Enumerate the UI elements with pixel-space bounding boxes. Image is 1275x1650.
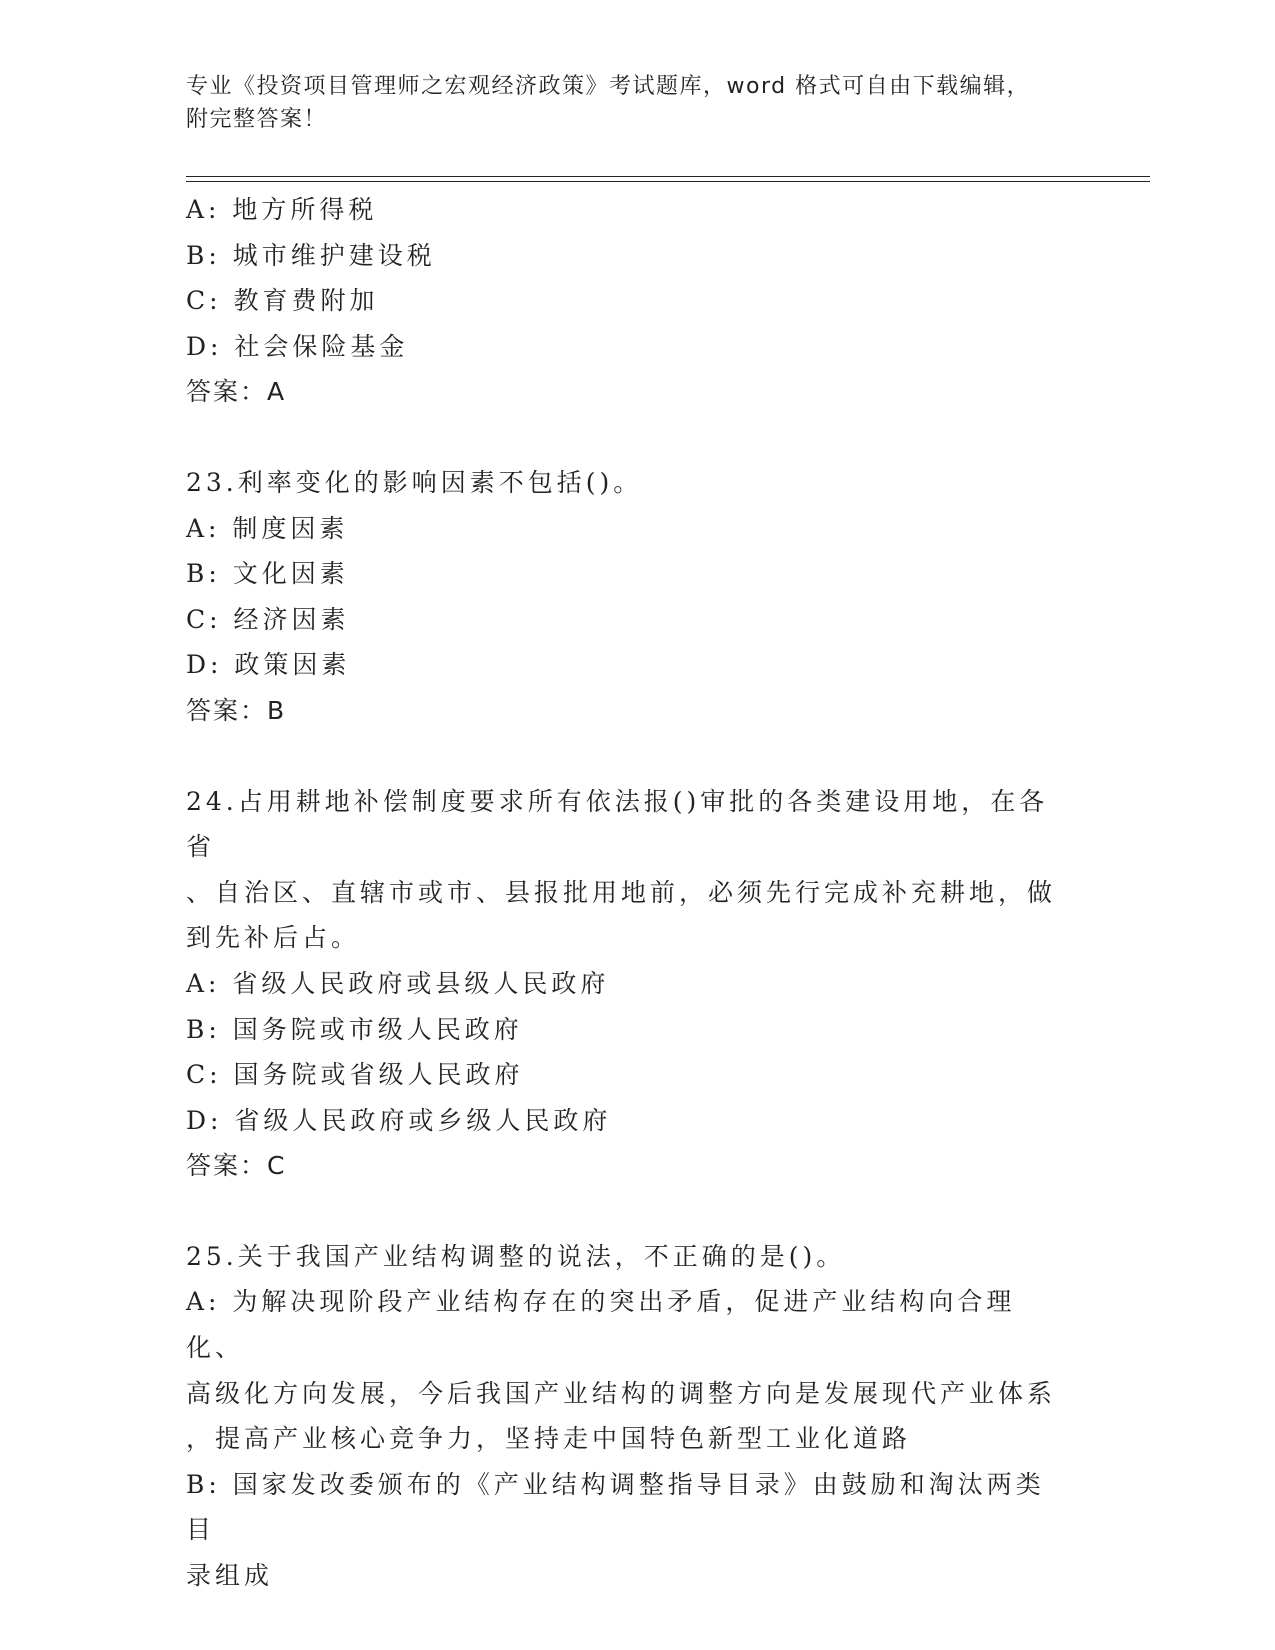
option-d: D: 社会保险基金	[186, 331, 409, 361]
option-d: D: 政策因素	[186, 650, 351, 680]
option-a-line-3: ，提高产业核心竞争力，坚持走中国特色新型工业化道路	[186, 1424, 912, 1454]
question-25	[186, 1234, 1066, 1599]
header-divider-bottom	[186, 181, 1150, 182]
answer: 答案：A	[186, 377, 287, 407]
question-23	[186, 460, 1066, 734]
option-a-line-1: A: 为解决现阶段产业结构存在的突出矛盾，促进产业结构向合理化、	[186, 1287, 1016, 1363]
question-list	[186, 187, 1066, 1599]
header-line-1: 专业《投资项目管理师之宏观经济政策》考试题库，word 格式可自由下载编辑，	[186, 74, 1031, 99]
question-stem: 25.关于我国产业结构调整的说法，不正确的是()。	[186, 1241, 846, 1271]
answer: 答案：C	[186, 1151, 287, 1181]
header-divider-top	[186, 176, 1150, 177]
spacer	[186, 415, 1066, 460]
question-stem: 23.利率变化的影响因素不包括()。	[186, 467, 643, 497]
answer: 答案：B	[186, 695, 287, 725]
document-header	[186, 70, 1066, 136]
option-c: C: 国务院或省级人民政府	[186, 1060, 524, 1090]
option-b-line-1: B: 国家发改委颁布的《产业结构调整指导目录》由鼓励和淘汰两类目	[186, 1469, 1045, 1545]
question-24	[186, 779, 1066, 1189]
option-b: B: 城市维护建设税	[186, 240, 436, 270]
spacer	[186, 1189, 1066, 1234]
option-a: A: 地方所得税	[186, 195, 378, 224]
option-b: B: 文化因素	[186, 559, 349, 589]
option-a: A: 制度因素	[186, 513, 349, 543]
question-22	[186, 187, 1066, 415]
option-b: B: 国务院或市级人民政府	[186, 1014, 523, 1044]
option-a-line-2: 高级化方向发展，今后我国产业结构的调整方向是发展现代产业体系	[186, 1378, 1057, 1408]
spacer	[186, 734, 1066, 779]
option-d: D: 省级人民政府或乡级人民政府	[186, 1105, 612, 1135]
option-c: C: 经济因素	[186, 604, 350, 634]
option-a: A: 省级人民政府或县级人民政府	[186, 968, 610, 998]
question-stem-line-1: 24.占用耕地补偿制度要求所有依法报()审批的各类建设用地，在各省	[186, 786, 1049, 862]
option-c: C: 教育费附加	[186, 286, 379, 316]
header-line-2: 附完整答案！	[186, 107, 328, 132]
question-stem-line-3: 到先补后占。	[186, 923, 361, 953]
question-stem-line-2: 、自治区、直辖市或市、县报批用地前，必须先行完成补充耕地，做	[186, 877, 1057, 907]
option-b-line-2: 录组成	[186, 1561, 274, 1591]
